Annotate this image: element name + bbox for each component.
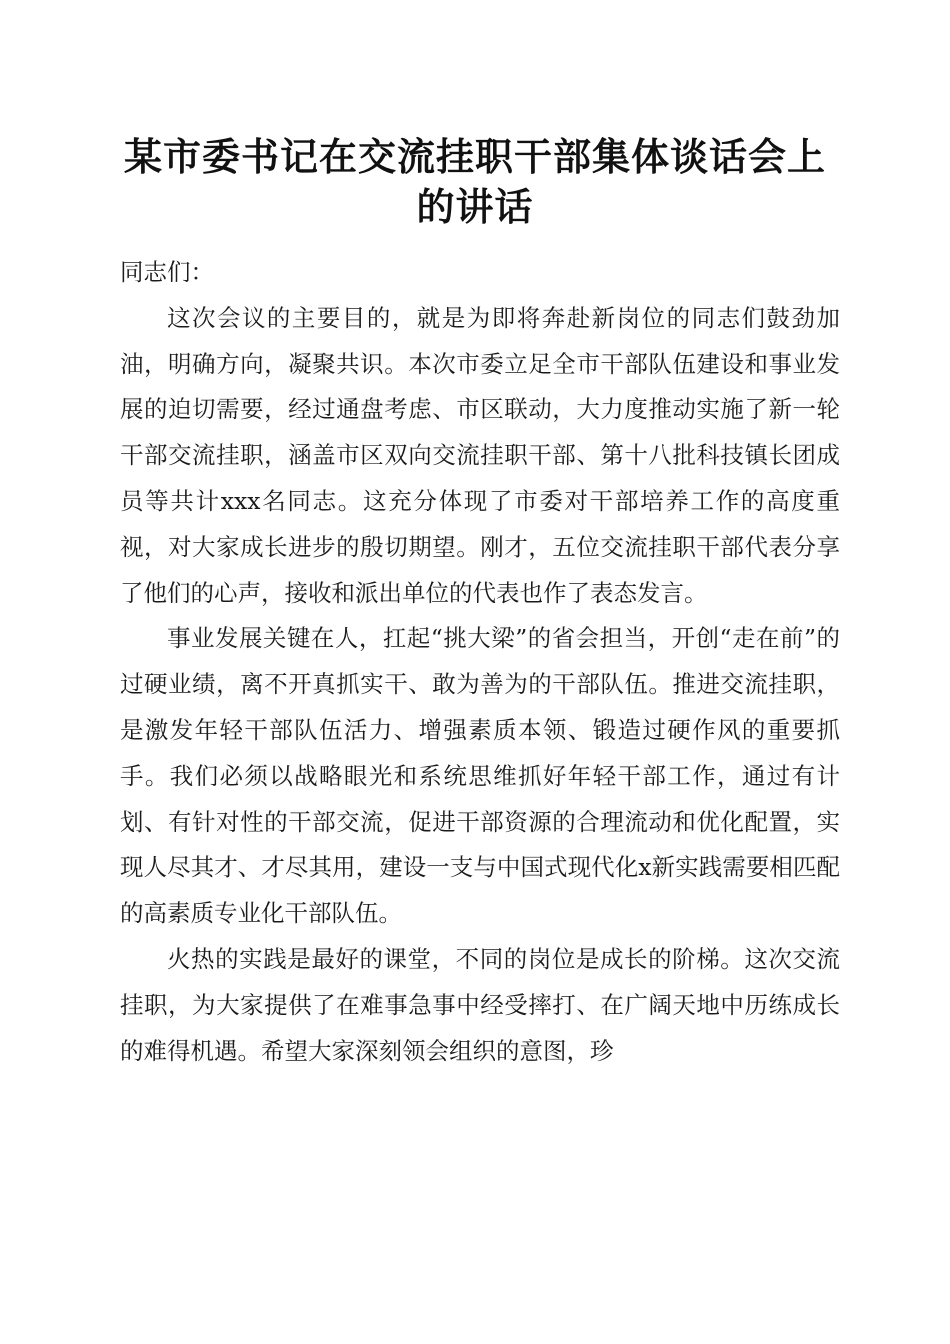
document-title: 某市委书记在交流挂职干部集体谈话会上的讲话	[123, 134, 826, 229]
document-body	[120, 250, 840, 1074]
paragraph-1: 这次会议的主要目的，就是为即将奔赴新岗位的同志们鼓劲加油，明确方向，凝聚共识。本次市委立足全市干部队伍建设和事业发展的迫切需要，经过通盘考虑、市区联动，大力度推动实施了新一轮干部交流挂职，涵盖市区双向交流挂职干部、第十八批科技镇长团成员等共计xxx名同志。这充分体现了市委对干部培养工作的高度重视，对大家成长进步的殷切期望。刚才，五位交流挂职干部代表分享了他们的心声，接收和派出单位的代表也作了表态发言。	[120, 303, 840, 607]
salutation: 同志们：	[120, 258, 214, 286]
paragraph-2: 事业发展关键在人，扛起“挑大梁”的省会担当，开创“走在前”的过硬业绩，离不开真抓实干、敢为善为的干部队伍。推进交流挂职，是激发年轻干部队伍活力、增强素质本领、锻造过硬作风的重要抓手。我们必须以战略眼光和系统思维抓好年轻干部工作，通过有计划、有针对性的干部交流，促进干部资源的合理流动和优化配置，实现人尽其才、才尽其用，建设一支与中国式现代化x新实践需要相匹配的高素质专业化干部队伍。	[120, 624, 840, 928]
paragraph-3: 火热的实践是最好的课堂，不同的岗位是成长的阶梯。这次交流挂职，为大家提供了在难事急事中经受摔打、在广阔天地中历练成长的难得机遇。希望大家深刻领会组织的意图，珍	[120, 944, 840, 1065]
